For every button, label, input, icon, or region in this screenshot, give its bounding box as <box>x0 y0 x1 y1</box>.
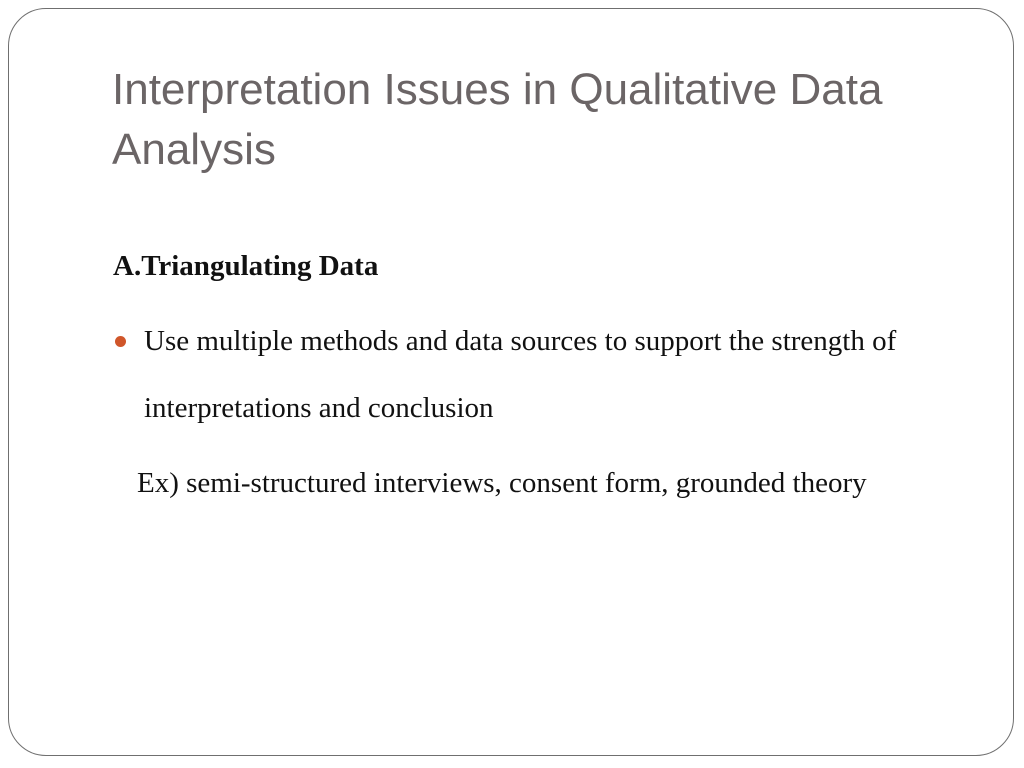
bullet-list <box>113 308 913 442</box>
bullet-item <box>113 308 913 442</box>
slide-title: Interpretation Issues in Qualitative Data Analysis <box>112 65 883 174</box>
section-heading: A.Triangulating Data <box>113 250 379 282</box>
bullet-dot-icon <box>115 336 126 347</box>
bullet-text: Use multiple methods and data sources to support the strength of interpretations and conclusion <box>144 325 897 424</box>
example-text: Ex) semi-structured interviews, consent form, grounded theory <box>137 467 867 499</box>
